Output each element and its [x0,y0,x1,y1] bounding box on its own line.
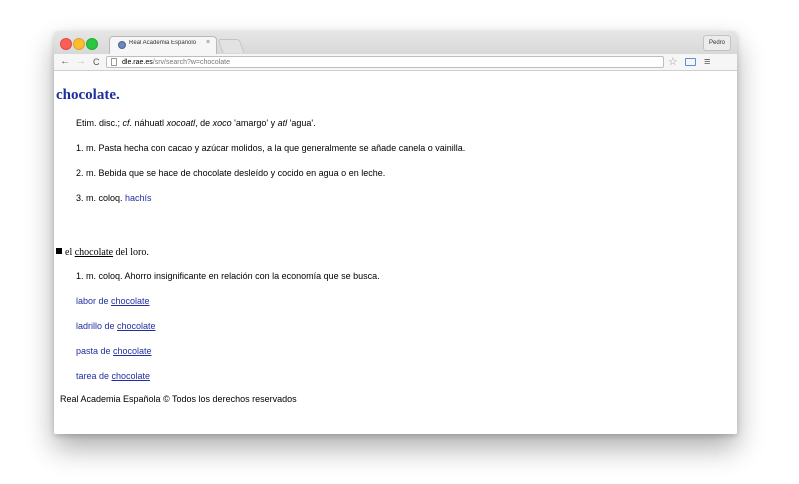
link-hachis[interactable]: hachís [125,193,152,203]
sense-3: 3. m. coloq. hachís [76,193,152,203]
related-ladrillo-de-chocolate[interactable]: ladrillo de chocolate [76,321,156,331]
star-icon[interactable]: ☆ [668,56,678,68]
related-labor-de-chocolate[interactable]: labor de chocolate [76,296,150,306]
complex-form: el chocolate del loro. [56,247,149,258]
complex-sense-1: 1. m. coloq. Ahorro insignificante en relación con la economía que se busca. [76,271,380,281]
favicon-icon [118,41,126,49]
reload-icon[interactable]: C [93,57,100,67]
tab-rae[interactable] [109,36,217,54]
sense-2: 2. m. Bebida que se hace de chocolate desleído y cocido en agua o en leche. [76,168,386,178]
browser-window [54,31,737,434]
square-bullet-icon [56,248,62,254]
footer-copyright: Real Academia Española © Todos los derechos reservados [60,394,297,404]
browser-toolbar [54,54,737,71]
entry-headword: chocolate. [56,87,120,103]
sense-1: 1. m. Pasta hecha con cacao y azúcar molidos, a la que generalmente se añade canela o vainilla. [76,143,466,153]
window-close-button[interactable] [60,38,72,50]
page-content [54,72,737,434]
tab-strip [54,31,737,54]
window-minimize-button[interactable] [73,38,85,50]
hamburger-menu-icon[interactable]: ≡ [704,56,711,68]
related-pasta-de-chocolate[interactable]: pasta de chocolate [76,346,152,356]
related-tarea-de-chocolate[interactable]: tarea de chocolate [76,371,151,381]
page-icon [111,58,117,66]
cast-icon[interactable] [685,58,696,66]
address-bar[interactable] [106,56,664,68]
url-text: dle.rae.es/srv/search?w=chocolate [122,59,230,66]
tab-title: Real Academia Españolo [129,40,197,46]
arrow-left-icon[interactable]: ← [60,56,70,67]
new-tab-button[interactable] [217,39,244,53]
tab-close-icon[interactable]: × [206,39,211,46]
etymology: Etim. disc.; cf. náhuatl xocoatl, de xoco 'amargo' y atl 'agua'. [76,118,316,128]
window-maximize-button[interactable] [86,38,98,50]
profile-button[interactable]: Pedro [703,35,731,51]
arrow-right-icon[interactable]: → [76,56,86,67]
